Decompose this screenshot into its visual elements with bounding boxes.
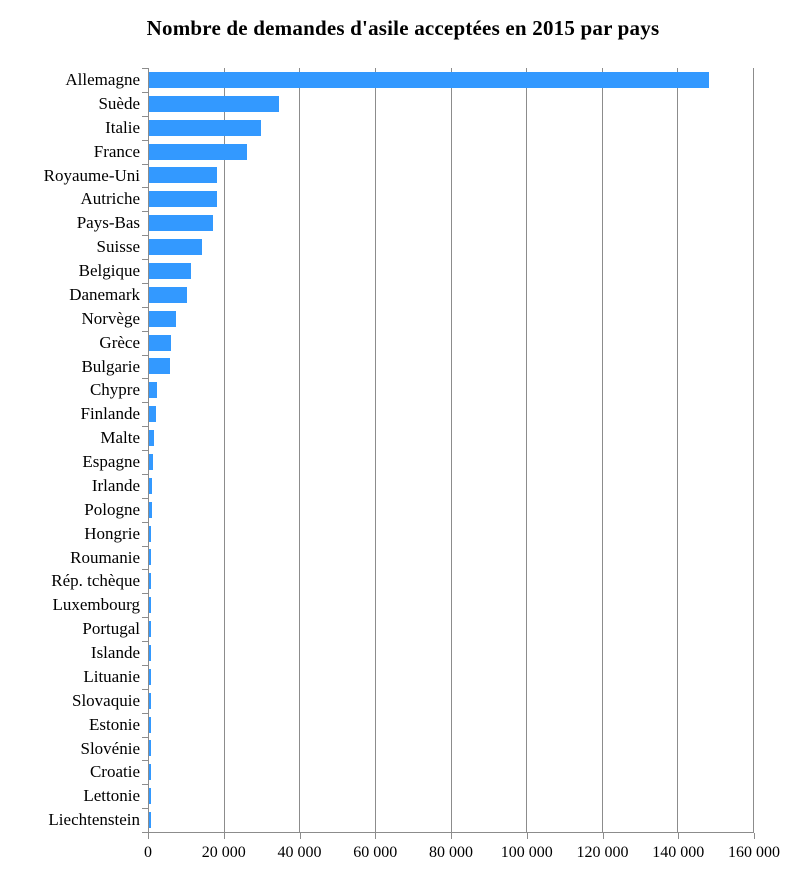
- bar: [149, 549, 151, 565]
- x-tick-mark: [375, 833, 376, 839]
- y-axis-label: Croatie: [89, 762, 140, 782]
- y-axis-label: Royaume-Uni: [43, 165, 140, 185]
- bar: [149, 215, 213, 231]
- x-tick-mark: [451, 833, 452, 839]
- gridline: [753, 68, 754, 832]
- y-axis-label: Islande: [90, 643, 140, 662]
- y-axis-label: Malte: [100, 428, 140, 448]
- y-axis-label: Luxembourg: [52, 595, 140, 615]
- y-axis-label: Irlande: [91, 475, 140, 495]
- x-tick-mark: [300, 833, 301, 839]
- x-tick-mark: [754, 833, 755, 839]
- y-axis-label: Slovénie: [80, 738, 140, 758]
- y-axis-label: Grèce: [99, 332, 140, 352]
- y-axis-label: Pologne: [84, 499, 140, 519]
- y-axis-label: Lituanie: [83, 666, 140, 686]
- gridline: [224, 68, 225, 832]
- bar: [149, 335, 171, 351]
- y-axis-label: Slovaquie: [72, 690, 140, 710]
- gridline: [451, 68, 452, 832]
- y-axis-label: Belgique: [78, 261, 140, 280]
- x-tick-mark: [678, 833, 679, 839]
- bar: [149, 717, 151, 733]
- y-axis-label: Estonie: [89, 714, 140, 734]
- y-axis-labels: [0, 68, 140, 832]
- x-tick-label: 0: [144, 844, 152, 861]
- bar: [149, 573, 151, 589]
- x-tick-label: 100 000: [500, 844, 553, 861]
- y-axis-label: Liechtenstein: [48, 810, 140, 830]
- bar: [149, 812, 151, 828]
- bar: [149, 430, 154, 446]
- bar: [149, 740, 151, 756]
- y-axis-label: Danemark: [69, 284, 140, 304]
- bar: [149, 311, 176, 327]
- y-axis-label: Allemagne: [65, 70, 140, 89]
- x-tick-label: 20 000: [201, 844, 246, 861]
- y-axis-label: Autriche: [80, 189, 140, 209]
- y-axis-label: Italie: [105, 117, 140, 137]
- bar: [149, 645, 151, 661]
- x-tick-mark: [148, 833, 149, 839]
- bar: [149, 597, 151, 613]
- bar: [149, 788, 151, 804]
- bar: [149, 120, 261, 136]
- bar: [149, 287, 187, 303]
- y-axis-label: Rép. tchèque: [51, 571, 140, 591]
- bar: [149, 263, 191, 279]
- y-axis-label: Espagne: [82, 452, 140, 471]
- bar: [149, 96, 279, 112]
- y-axis-label: Suisse: [96, 237, 140, 257]
- y-axis-label: Lettonie: [83, 786, 140, 806]
- bar: [149, 72, 709, 88]
- x-axis: [144, 832, 780, 872]
- plot-area: [148, 68, 754, 833]
- y-axis-label: Roumanie: [70, 547, 140, 567]
- x-tick-mark: [527, 833, 528, 839]
- bar: [149, 358, 170, 374]
- x-tick-label: 140 000: [652, 844, 705, 861]
- y-axis-label: Finlande: [80, 404, 140, 424]
- bar: [149, 502, 152, 518]
- y-axis-label: Portugal: [82, 619, 140, 639]
- gridline: [602, 68, 603, 832]
- bar: [149, 382, 157, 398]
- x-tick-mark: [603, 833, 604, 839]
- x-tick-label: 60 000: [353, 844, 398, 861]
- x-tick-label: 120 000: [576, 844, 629, 861]
- bar: [149, 693, 151, 709]
- bar: [149, 144, 247, 160]
- bar: [149, 621, 151, 637]
- gridline: [677, 68, 678, 832]
- x-tick-label: 40 000: [277, 844, 322, 861]
- y-axis-label: Suède: [98, 93, 140, 113]
- y-axis-label: Bulgarie: [81, 356, 140, 376]
- bar: [149, 454, 153, 470]
- y-axis-label: Pays-Bas: [76, 213, 140, 233]
- bar: [149, 406, 156, 422]
- bar: [149, 526, 151, 542]
- bar: [149, 167, 217, 183]
- bar: [149, 478, 152, 494]
- gridline: [526, 68, 527, 832]
- bar: [149, 764, 151, 780]
- gridline: [299, 68, 300, 832]
- bar: [149, 239, 202, 255]
- y-axis-label: Hongrie: [84, 523, 140, 543]
- y-axis-label: Chypre: [89, 380, 140, 400]
- bar: [149, 669, 151, 685]
- y-axis-label: France: [93, 141, 140, 161]
- x-tick-label: 160 000: [728, 844, 780, 861]
- x-tick-label: 80 000: [429, 844, 473, 861]
- chart-title: Nombre de demandes d'asile acceptées en 2015 par pays: [146, 16, 660, 40]
- x-tick-mark: [224, 833, 225, 839]
- bar: [149, 191, 217, 207]
- gridline: [375, 68, 376, 832]
- y-axis-label: Norvège: [81, 308, 140, 328]
